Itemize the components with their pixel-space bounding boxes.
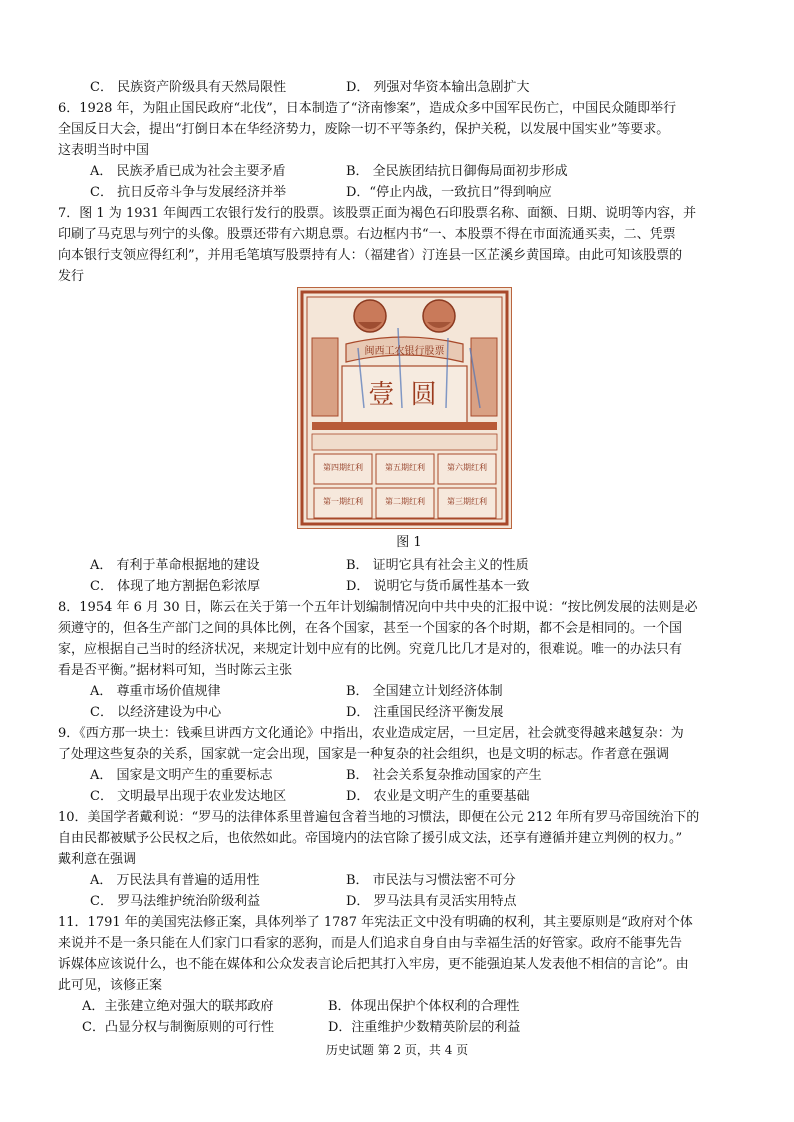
coupon-label: 第三期红利 xyxy=(447,497,487,506)
q6-option-d: D．“停止内战，一致抗日”得到响应 xyxy=(346,185,552,200)
page-footer: 历史试题 第 2 页，共 4 页 xyxy=(325,1043,469,1057)
q6-option-c: C． 抗日反帝斗争与发展经济并举 xyxy=(90,185,287,200)
q8-option-b: B． 全国建立计划经济体制 xyxy=(346,684,503,699)
q6-stem-line: 6．1928 年，为阻止国民政府“北伐”，日本制造了“济南惨案”，造成众多中国军民伤亡，中国民众随即举行 xyxy=(58,101,677,116)
q10-stem-line: 自由民都被赋予公民权之后，也依然如此。帝国境内的法官除了援引成文法，还享有遵循并建立判例的权力。” xyxy=(58,831,683,846)
q9-option-c: C． 文明最早出现于农业发达地区 xyxy=(90,789,287,804)
q11-option-d: D．注重维护少数精英阶层的利益 xyxy=(328,1020,521,1035)
q11-option-a: A．主张建立绝对强大的联邦政府 xyxy=(82,999,274,1014)
q7-stem-line: 7．图 1 为 1931 年闽西工农银行发行的股票。该股票正面为褐色石印股票名称、面额、日期、说明等内容，并 xyxy=(58,206,697,221)
q7-option-b: B． 证明它具有社会主义的性质 xyxy=(346,558,529,573)
q8-stem-line: 8．1954 年 6 月 30 日，陈云在关于第一个五年计划编制情况向中共中央的汇报中说：“按比例发展的法则是必 xyxy=(58,600,698,615)
q7-option-a: A． 有利于革命根据地的建设 xyxy=(90,558,260,573)
q11-stem-line: 11．1791 年的美国宪法修正案，具体列举了 1787 年宪法正文中没有明确的权利，其主要原则是“政府对个体 xyxy=(58,915,693,930)
q7-option-c: C． 体现了地方割据色彩浓厚 xyxy=(90,579,261,594)
q11-stem-line: 来说并不是一条只能在人们家门口看家的恶狗，而是人们追求自身自由与幸福生活的好管家。政府不能事先告 xyxy=(58,936,683,951)
q8-stem-line: 家，应根据自己当时的经济状况，来规定计划中应有的比例。究竟几比几才是对的，很难说。唯一的办法只有 xyxy=(58,642,683,657)
q10-stem-line: 10．美国学者戴利说：“罗马的法律体系里普遍包含着当地的习惯法，即便在公元 212 年所有罗马帝国统治下的 xyxy=(58,810,700,825)
q7-stem-line: 印刷了马克思与列宁的头像。股票还带有六期息票。右边框内书“一、本股票不得在市面流通买卖，二、凭票 xyxy=(58,227,676,242)
q5-option-d: D． 列强对华资本输出急剧扩大 xyxy=(346,80,530,95)
q6-option-b: B． 全民族团结抗日御侮局面初步形成 xyxy=(346,164,568,179)
coupon-label: 第二期红利 xyxy=(385,497,425,506)
q6-option-a: A． 民族矛盾已成为社会主要矛盾 xyxy=(90,164,286,179)
q11-option-c: C．凸显分权与制衡原则的可行性 xyxy=(82,1020,274,1035)
q8-option-d: D． 注重国民经济平衡发展 xyxy=(346,705,504,720)
q9-option-a: A． 国家是文明产生的重要标志 xyxy=(90,768,273,783)
q5-option-c: C． 民族资产阶级具有天然局限性 xyxy=(90,80,287,95)
q9-stem-line: 9．《西方那一块土：钱乘旦讲西方文化通论》中指出，农业造成定居，一旦定居，社会就变得越来越复杂：为 xyxy=(58,726,684,741)
q8-stem-line: 须遵守的，但各生产部门之间的具体比例，在各个国家，甚至一个国家的各个时期，都不会是相同的。一个国 xyxy=(58,621,683,636)
q10-option-b: B． 市民法与习惯法密不可分 xyxy=(346,873,516,888)
q11-stem-line: 此可见，该修正案 xyxy=(58,978,163,993)
q11-stem-line: 诉媒体应该说什么，也不能在媒体和公众发表言论后把其打入牢房，更不能强迫某人发表他不相信的言论”。由 xyxy=(58,957,689,972)
coupon-label: 第六期红利 xyxy=(447,463,487,472)
coupon-label: 第四期红利 xyxy=(323,463,363,472)
q10-stem-line: 戴利意在强调 xyxy=(58,852,137,867)
q7-stem-line: 向本银行支领应得红利”，并用毛笔填写股票持有人：（福建省）汀连县一区芷溪乡黄国璋。由此可知该股票的 xyxy=(58,248,683,263)
figure-caption: 图 1 xyxy=(396,535,422,550)
q8-option-a: A． 尊重市场价值规律 xyxy=(90,684,221,699)
q11-option-b: B．体现出保护个体权利的合理性 xyxy=(328,999,520,1014)
q9-option-b: B． 社会关系复杂推动国家的产生 xyxy=(346,768,542,783)
q6-stem-line: 这表明当时中国 xyxy=(58,143,150,158)
coupon-label: 第五期红利 xyxy=(385,463,425,472)
stock-certificate-image xyxy=(297,287,512,529)
q10-option-c: C． 罗马法维护统治阶级利益 xyxy=(90,894,261,909)
certificate-denomination: 壹 圆 xyxy=(368,380,441,410)
q10-option-d: D． 罗马法具有灵活实用特点 xyxy=(346,894,517,909)
q7-stem-line: 发行 xyxy=(58,269,85,284)
q10-option-a: A． 万民法具有普遍的适用性 xyxy=(90,873,260,888)
q8-option-c: C． 以经济建设为中心 xyxy=(90,705,222,720)
coupon-label: 第一期红利 xyxy=(323,497,363,506)
q8-stem-line: 看是否平衡。”据材料可知，当时陈云主张 xyxy=(58,663,293,678)
q9-option-d: D． 农业是文明产生的重要基础 xyxy=(346,789,530,804)
q7-option-d: D． 说明它与货币属性基本一致 xyxy=(346,579,530,594)
certificate-bank-name: 闽西工农银行股票 xyxy=(364,346,445,357)
q9-stem-line: 了处理这些复杂的关系，国家就一定会出现，国家是一种复杂的社会组织，也是文明的标志。作者意在强调 xyxy=(58,747,670,762)
q6-stem-line: 全国反日大会，提出“打倒日本在华经济势力，废除一切不平等条约，保护关税，以发展中国实业”等要求。 xyxy=(58,122,670,137)
